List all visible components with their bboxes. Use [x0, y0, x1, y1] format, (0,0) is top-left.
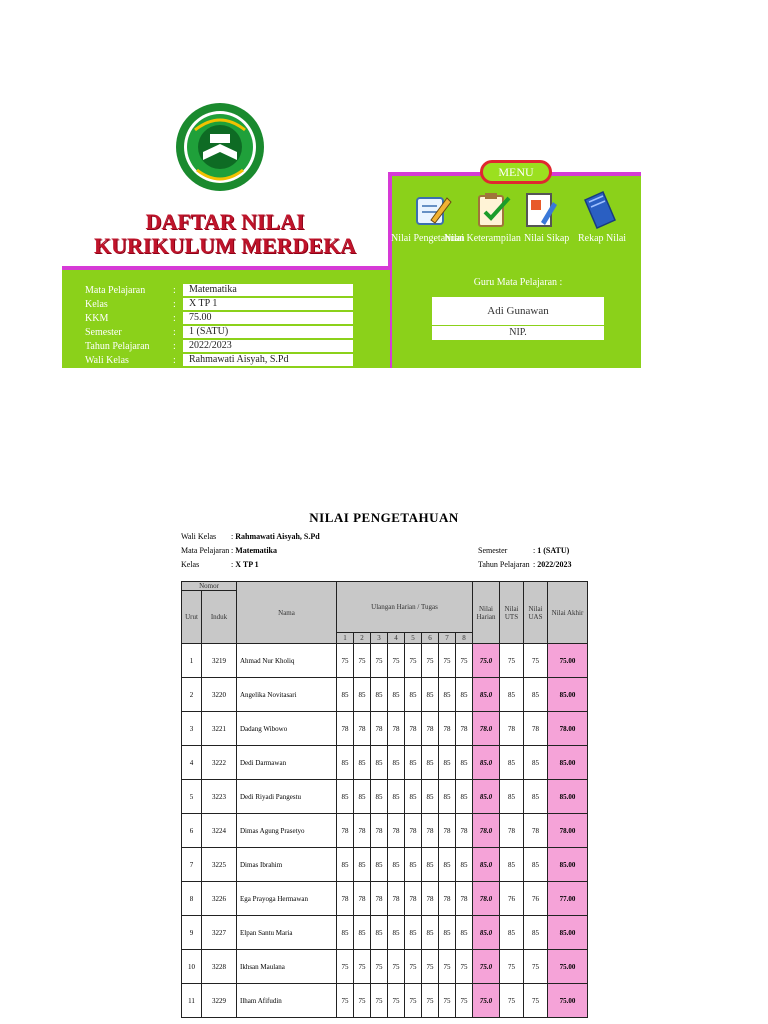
guru-name-field[interactable]: Adi Gunawan	[432, 297, 604, 325]
header-col-6: 6	[422, 633, 439, 644]
header-nilai-uts: Nilai UTS	[500, 582, 524, 644]
cell-nilai-akhir[interactable]: 77.00	[548, 882, 588, 916]
cell-nilai-uts[interactable]: 85	[500, 848, 524, 882]
cell-score[interactable]: 75	[405, 644, 422, 678]
header-nomor: Nomor	[182, 582, 237, 591]
meta-wali: Wali Kelas : Rahmawati Aisyah, S.Pd	[181, 532, 320, 541]
cell-induk[interactable]: 3229	[202, 984, 237, 1018]
info-value-wali[interactable]: Rahmawati Aisyah, S.Pd	[183, 354, 353, 366]
cell-score[interactable]: 75	[422, 984, 439, 1018]
cell-nama[interactable]: Dadang Wibowo	[237, 712, 337, 746]
cell-score[interactable]: 85	[337, 848, 354, 882]
cell-score[interactable]: 75	[354, 984, 371, 1018]
cell-nilai-uas[interactable]: 78	[524, 814, 548, 848]
cell-induk[interactable]: 3224	[202, 814, 237, 848]
cell-induk[interactable]: 3222	[202, 746, 237, 780]
blue-book-icon[interactable]	[579, 190, 619, 230]
grades-table-body	[182, 644, 588, 1018]
cell-nilai-akhir[interactable]: 78.00	[548, 814, 588, 848]
meta-kelas: Kelas : X TP 1	[181, 560, 259, 569]
cell-score[interactable]: 78	[354, 814, 371, 848]
cell-score[interactable]: 75	[405, 984, 422, 1018]
cell-score[interactable]: 75	[439, 950, 456, 984]
cell-score[interactable]: 85	[456, 746, 473, 780]
cell-score[interactable]: 78	[422, 814, 439, 848]
cell-urut[interactable]: 8	[182, 882, 202, 916]
school-logo	[175, 100, 265, 195]
cell-score[interactable]: 85	[456, 780, 473, 814]
guru-label: Guru Mata Pelajaran :	[473, 277, 563, 288]
cell-score[interactable]: 85	[354, 848, 371, 882]
colon: :	[173, 327, 176, 338]
cell-score[interactable]: 78	[456, 882, 473, 916]
header-nilai-akhir: Nilai Akhir	[548, 582, 588, 644]
cell-score[interactable]: 78	[405, 882, 422, 916]
meta-label: Wali Kelas	[181, 532, 217, 541]
cell-score[interactable]: 78	[422, 882, 439, 916]
cell-nilai-harian[interactable]: 85.0	[473, 916, 500, 950]
cell-score[interactable]: 85	[439, 780, 456, 814]
cell-score[interactable]: 85	[371, 916, 388, 950]
cell-urut[interactable]: 3	[182, 712, 202, 746]
cell-nilai-uas[interactable]: 78	[524, 712, 548, 746]
cell-score[interactable]: 78	[388, 712, 405, 746]
cell-nilai-akhir[interactable]: 85.00	[548, 916, 588, 950]
cell-urut[interactable]: 10	[182, 950, 202, 984]
cell-score[interactable]: 85	[422, 916, 439, 950]
header-col-3: 3	[371, 633, 388, 644]
colon: :	[173, 355, 176, 366]
cell-score[interactable]: 75	[337, 950, 354, 984]
cell-score[interactable]: 75	[371, 950, 388, 984]
cell-nilai-harian[interactable]: 85.0	[473, 780, 500, 814]
cell-nama[interactable]: Ikhsan Maulana	[237, 950, 337, 984]
cell-score[interactable]: 75	[371, 984, 388, 1018]
cell-nama[interactable]: Ilham Afifudin	[237, 984, 337, 1018]
cell-score[interactable]: 85	[371, 780, 388, 814]
cell-score[interactable]: 78	[439, 814, 456, 848]
cell-score[interactable]: 78	[337, 712, 354, 746]
cell-nilai-akhir[interactable]: 75.00	[548, 644, 588, 678]
cell-score[interactable]: 85	[371, 678, 388, 712]
cell-score[interactable]: 85	[405, 916, 422, 950]
cell-induk[interactable]: 3220	[202, 678, 237, 712]
info-label: Wali Kelas	[85, 355, 129, 366]
info-value-kelas[interactable]: X TP 1	[183, 298, 353, 310]
info-value-mapel[interactable]: Matematika	[183, 284, 353, 296]
cell-nilai-harian[interactable]: 75.0	[473, 644, 500, 678]
cell-nilai-akhir[interactable]: 75.00	[548, 950, 588, 984]
header-nama: Nama	[237, 582, 337, 644]
meta-mapel: Mata Pelajaran : Matematika	[181, 546, 277, 555]
cell-score[interactable]: 78	[405, 712, 422, 746]
cell-score[interactable]: 85	[422, 848, 439, 882]
cell-nilai-harian[interactable]: 78.0	[473, 882, 500, 916]
info-value-kkm[interactable]: 75.00	[183, 312, 353, 324]
cell-nilai-uas[interactable]: 76	[524, 882, 548, 916]
meta-value: X TP 1	[235, 560, 259, 569]
meta-tahun: Tahun Pelajaran : 2022/2023	[478, 560, 572, 569]
table-row	[182, 712, 588, 746]
menu-item-nilai-sikap[interactable]: Nilai Sikap	[524, 233, 570, 244]
info-label: Mata Pelajaran	[85, 285, 146, 296]
meta-semester: Semester : 1 (SATU)	[478, 546, 570, 555]
cell-nilai-uas[interactable]: 75	[524, 984, 548, 1018]
meta-value: 1 (SATU)	[537, 546, 570, 555]
meta-value: 2022/2023	[537, 560, 572, 569]
cell-score[interactable]: 75	[439, 984, 456, 1018]
cell-nilai-harian[interactable]: 78.0	[473, 712, 500, 746]
cell-score[interactable]: 75	[405, 950, 422, 984]
cell-score[interactable]: 85	[456, 848, 473, 882]
cell-nama[interactable]: Dimas Agung Prasetyo	[237, 814, 337, 848]
cell-nilai-uas[interactable]: 75	[524, 644, 548, 678]
cell-nilai-uts[interactable]: 85	[500, 678, 524, 712]
header-induk: Induk	[202, 591, 237, 644]
cell-induk[interactable]: 3219	[202, 644, 237, 678]
cell-score[interactable]: 85	[405, 746, 422, 780]
cell-score[interactable]: 75	[337, 644, 354, 678]
cell-score[interactable]: 75	[456, 644, 473, 678]
cell-nilai-uts[interactable]: 76	[500, 882, 524, 916]
table-row	[182, 882, 588, 916]
cell-induk[interactable]: 3227	[202, 916, 237, 950]
cell-nilai-uas[interactable]: 85	[524, 746, 548, 780]
cell-nama[interactable]: Angelika Novitasari	[237, 678, 337, 712]
cell-score[interactable]: 78	[354, 712, 371, 746]
cell-induk[interactable]: 3228	[202, 950, 237, 984]
colon: :	[173, 299, 176, 310]
cell-induk[interactable]: 3223	[202, 780, 237, 814]
cell-nilai-harian[interactable]: 85.0	[473, 848, 500, 882]
cell-nilai-uts[interactable]: 75	[500, 950, 524, 984]
table-row	[182, 814, 588, 848]
cell-score[interactable]: 78	[371, 712, 388, 746]
cell-urut[interactable]: 6	[182, 814, 202, 848]
cell-score[interactable]: 85	[354, 678, 371, 712]
cell-score[interactable]: 85	[422, 780, 439, 814]
table-row	[182, 780, 588, 814]
info-label: Semester	[85, 327, 122, 338]
cell-score[interactable]: 85	[405, 678, 422, 712]
cell-score[interactable]: 78	[354, 882, 371, 916]
cell-score[interactable]: 75	[388, 950, 405, 984]
cell-score[interactable]: 85	[388, 780, 405, 814]
cell-nama[interactable]: Ahmad Nur Kholiq	[237, 644, 337, 678]
cell-nilai-uas[interactable]: 85	[524, 780, 548, 814]
cell-urut[interactable]: 9	[182, 916, 202, 950]
table-row	[182, 678, 588, 712]
cell-urut[interactable]: 5	[182, 780, 202, 814]
cell-score[interactable]: 75	[439, 644, 456, 678]
cell-nilai-harian[interactable]: 78.0	[473, 814, 500, 848]
cell-score[interactable]: 78	[371, 814, 388, 848]
table-row	[182, 916, 588, 950]
cell-nilai-harian[interactable]: 85.0	[473, 746, 500, 780]
cell-nilai-akhir[interactable]: 85.00	[548, 780, 588, 814]
cell-urut[interactable]: 4	[182, 746, 202, 780]
cell-urut[interactable]: 1	[182, 644, 202, 678]
cell-nilai-uts[interactable]: 78	[500, 712, 524, 746]
cell-score[interactable]: 85	[354, 746, 371, 780]
cell-score[interactable]: 75	[337, 984, 354, 1018]
menu-item-nilai-pengetahuan[interactable]: Nilai Pengetahuan	[391, 233, 465, 244]
cell-score[interactable]: 85	[337, 678, 354, 712]
cell-nilai-akhir[interactable]: 85.00	[548, 746, 588, 780]
info-label: KKM	[85, 313, 109, 324]
cell-score[interactable]: 85	[388, 746, 405, 780]
meta-label: Semester	[478, 546, 508, 555]
cell-score[interactable]: 85	[456, 916, 473, 950]
meta-label: Kelas	[181, 560, 200, 569]
cell-score[interactable]: 75	[422, 644, 439, 678]
document-pencil-icon[interactable]	[521, 190, 561, 230]
header-col-1: 1	[337, 633, 354, 644]
cell-nilai-akhir[interactable]: 78.00	[548, 712, 588, 746]
menu-item-nilai-keterampilan[interactable]: Nilai Keterampilan	[444, 233, 521, 244]
cell-nilai-uts[interactable]: 75	[500, 644, 524, 678]
info-label: Tahun Pelajaran	[85, 341, 150, 352]
cell-score[interactable]: 85	[337, 746, 354, 780]
table-row	[182, 644, 588, 678]
page-title	[62, 210, 388, 258]
header-col-7: 7	[439, 633, 456, 644]
pencil-note-icon[interactable]	[413, 190, 453, 230]
cell-score[interactable]: 85	[456, 678, 473, 712]
cell-nilai-uts[interactable]: 78	[500, 814, 524, 848]
cell-nama[interactable]: Ega Prayoga Hermawan	[237, 882, 337, 916]
meta-label: Mata Pelajaran	[181, 546, 230, 555]
colon: :	[173, 313, 176, 324]
cell-nilai-akhir[interactable]: 85.00	[548, 848, 588, 882]
cell-nilai-uts[interactable]: 85	[500, 916, 524, 950]
header-col-8: 8	[456, 633, 473, 644]
cell-score[interactable]: 85	[388, 678, 405, 712]
meta-value: Matematika	[235, 546, 277, 555]
cell-score[interactable]: 85	[337, 780, 354, 814]
cell-score[interactable]: 78	[456, 814, 473, 848]
meta-value: Rahmawati Aisyah, S.Pd	[235, 532, 320, 541]
cell-score[interactable]: 85	[388, 916, 405, 950]
menu-button[interactable]: MENU	[480, 160, 552, 184]
cell-score[interactable]: 75	[422, 950, 439, 984]
cell-score[interactable]: 85	[439, 848, 456, 882]
table-row	[182, 984, 588, 1018]
header-nilai-harian: Nilai Harian	[473, 582, 500, 644]
header-urut: Urut	[182, 591, 202, 644]
cell-nilai-uas[interactable]: 85	[524, 678, 548, 712]
table-row	[182, 848, 588, 882]
header-nilai-uas: Nilai UAS	[524, 582, 548, 644]
cell-score[interactable]: 85	[405, 780, 422, 814]
cell-score[interactable]: 85	[388, 848, 405, 882]
cell-score[interactable]: 78	[388, 814, 405, 848]
header-col-4: 4	[388, 633, 405, 644]
cell-induk[interactable]: 3221	[202, 712, 237, 746]
cell-nama[interactable]: Dedi Darmawan	[237, 746, 337, 780]
cell-nilai-uas[interactable]: 85	[524, 848, 548, 882]
info-value-tahun[interactable]: 2022/2023	[183, 340, 353, 352]
cell-score[interactable]: 85	[422, 678, 439, 712]
cell-nilai-uts[interactable]: 75	[500, 984, 524, 1018]
cell-score[interactable]: 78	[439, 882, 456, 916]
cell-score[interactable]: 75	[388, 984, 405, 1018]
cell-score[interactable]: 85	[439, 678, 456, 712]
cell-score[interactable]: 78	[371, 882, 388, 916]
header-col-2: 2	[354, 633, 371, 644]
cell-score[interactable]: 75	[456, 984, 473, 1018]
cell-score[interactable]: 85	[422, 746, 439, 780]
cell-score[interactable]: 85	[354, 916, 371, 950]
cell-nama[interactable]: Dedi Riyadi Pangestu	[237, 780, 337, 814]
cell-score[interactable]: 75	[388, 644, 405, 678]
cell-nama[interactable]: Dimas Ibrahim	[237, 848, 337, 882]
header-ulangan: Ulangan Harian / Tugas	[337, 582, 473, 633]
cell-nilai-harian[interactable]: 75.0	[473, 984, 500, 1018]
cell-score[interactable]: 75	[456, 950, 473, 984]
cell-score[interactable]: 75	[354, 644, 371, 678]
meta-label: Tahun Pelajaran	[478, 560, 530, 569]
cell-nilai-uts[interactable]: 85	[500, 780, 524, 814]
cell-score[interactable]: 78	[456, 712, 473, 746]
cell-score[interactable]: 75	[354, 950, 371, 984]
cell-nilai-harian[interactable]: 75.0	[473, 950, 500, 984]
cell-score[interactable]: 78	[388, 882, 405, 916]
grades-table	[181, 581, 588, 1018]
cell-score[interactable]: 85	[337, 916, 354, 950]
cell-score[interactable]: 85	[439, 916, 456, 950]
cell-induk[interactable]: 3225	[202, 848, 237, 882]
cell-score[interactable]: 78	[422, 712, 439, 746]
cell-score[interactable]: 78	[405, 814, 422, 848]
header-col-5: 5	[405, 633, 422, 644]
cell-score[interactable]: 85	[371, 848, 388, 882]
cell-nilai-akhir[interactable]: 85.00	[548, 678, 588, 712]
menu-item-rekap-nilai[interactable]: Rekap Nilai	[578, 233, 627, 244]
cell-nilai-uas[interactable]: 85	[524, 916, 548, 950]
cell-score[interactable]: 78	[337, 814, 354, 848]
cell-score[interactable]: 78	[439, 712, 456, 746]
info-label: Kelas	[85, 299, 108, 310]
cell-score[interactable]: 78	[337, 882, 354, 916]
cell-score[interactable]: 85	[354, 780, 371, 814]
cell-score[interactable]: 85	[405, 848, 422, 882]
cell-induk[interactable]: 3226	[202, 882, 237, 916]
table-row	[182, 746, 588, 780]
cell-score[interactable]: 85	[439, 746, 456, 780]
title-line-1: DAFTAR NILAI	[145, 209, 305, 234]
cell-nilai-uas[interactable]: 75	[524, 950, 548, 984]
guru-nip-field[interactable]: NIP.	[432, 326, 604, 340]
colon: :	[173, 341, 176, 352]
table-row	[182, 950, 588, 984]
title-line-2: KURIKULUM MERDEKA	[93, 233, 357, 258]
cell-score[interactable]: 75	[371, 644, 388, 678]
cell-urut[interactable]: 7	[182, 848, 202, 882]
cell-nilai-harian[interactable]: 85.0	[473, 678, 500, 712]
cell-nilai-uts[interactable]: 85	[500, 746, 524, 780]
document-title: NILAI PENGETAHUAN	[309, 510, 459, 525]
cell-urut[interactable]: 2	[182, 678, 202, 712]
colon: :	[173, 285, 176, 296]
cell-score[interactable]: 85	[371, 746, 388, 780]
info-value-semester[interactable]: 1 (SATU)	[183, 326, 353, 338]
cell-nilai-akhir[interactable]: 75.00	[548, 984, 588, 1018]
cell-nama[interactable]: Elpan Santu Maria	[237, 916, 337, 950]
cell-urut[interactable]: 11	[182, 984, 202, 1018]
checklist-icon[interactable]	[473, 190, 513, 230]
